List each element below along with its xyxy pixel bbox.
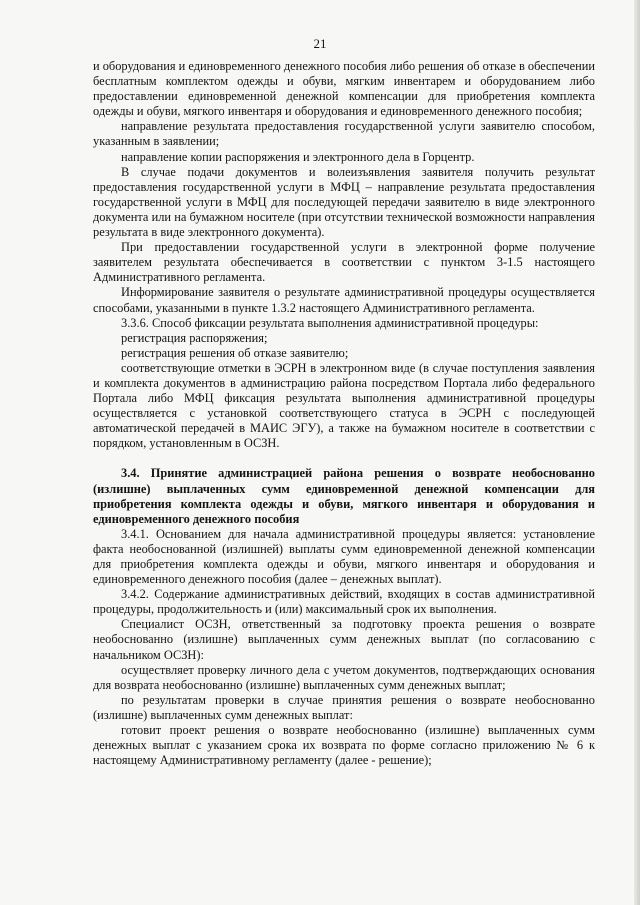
paragraph: соответствующие отметки в ЭСРН в электронном виде (в случае поступления заявления и комплекта документов в администрацию района посредством Портала либо федерального Портала либо МФЦ фиксация результата выполнения административной процедуры осуществляется с установкой соответствующего статуса в ЭСРН с последующей автоматической передачей в МАИС ЭГУ), а также на бумажном носителе в соответствии с порядком, установленным в ОСЗН. [93, 360, 595, 451]
paragraph: При предоставлении государственной услуги в электронной форме получение заявителем результата обеспечивается в соответствии с пунктом 3-1.5 настоящего Административного регламента. [93, 240, 595, 285]
paragraph: Специалист ОСЗН, ответственный за подготовку проекта решения о возврате необоснованно (излишне) выплаченных сумм денежных выплат (по согласованию с начальником ОСЗН): [93, 617, 595, 662]
paragraph: регистрация распоряжения; [121, 330, 268, 345]
document-body [93, 59, 595, 768]
section-heading: 3.4. Принятие администрацией района решения о возврате необоснованно (излишне) выплаченных сумм единовременной денежной компенсации для приобретения комплекта одежды и обуви, мягкого инвентаря и оборудования и единовременного денежного пособия [93, 466, 595, 526]
paragraph: 3.4.1. Основанием для начала административной процедуры является: установление факта необоснованной (излишней) выплаты сумм единовременной денежной компенсации для приобретения комплекта одежды и обуви, мягкого инвентаря и оборудования и единовременного денежного пособия (далее – денежных выплат). [93, 526, 595, 587]
paragraph: 3.4.2. Содержание административных действий, входящих в состав административной процедуры, продолжительность и (или) максимальный срок их выполнения. [93, 587, 595, 617]
paragraph: 3.3.6. Способ фиксации результата выполнения административной процедуры: [121, 315, 539, 330]
paragraph: Информирование заявителя о результате административной процедуры осуществляется способами, указанными в пункте 1.3.2 настоящего Административного регламента. [93, 285, 595, 315]
paragraph: по результатам проверки в случае принятия решения о возврате необоснованно (излишне) выплаченных сумм денежных выплат: [93, 692, 595, 722]
page-number: 21 [313, 36, 327, 51]
paragraph: готовит проект решения о возврате необоснованно (излишне) выплаченных сумм денежных выплат с указанием срока их возврата по форме согласно приложению № 6 к настоящему Административному регламенту (далее - решение); [93, 723, 595, 768]
paragraph: В случае подачи документов и волеизъявления заявителя получить результат предоставления государственной услуги в МФЦ – направление результата предоставления государственной услуги в МФЦ для последующей передачи заявителю в виде электронного документа или на бумажном носителе (при отсутствии технической возможности направления результата в виде электронного документа). [93, 164, 595, 240]
paragraph-continuation: и оборудования и единовременного денежного пособия либо решения об отказе в обеспечении бесплатным комплектом одежды и обуви, мягким инвентарем и оборудованием либо предоставлении единовременной денежной компенсации для приобретения комплекта одежды и обуви, мягкого инвентаря и оборудования и единовременного денежного пособия; [93, 59, 595, 119]
scan-edge-shadow [634, 0, 640, 905]
paragraph: направление результата предоставления государственной услуги заявителю способом, указанным в заявлении; [93, 119, 595, 149]
paragraph: регистрация решения об отказе заявителю; [121, 345, 349, 360]
paragraph: осуществляет проверку личного дела с учетом документов, подтверждающих основания для возврата необоснованно (излишне) выплаченных сумм денежных выплат; [93, 662, 595, 692]
paragraph: направление копии распоряжения и электронного дела в Горцентр. [121, 149, 475, 164]
